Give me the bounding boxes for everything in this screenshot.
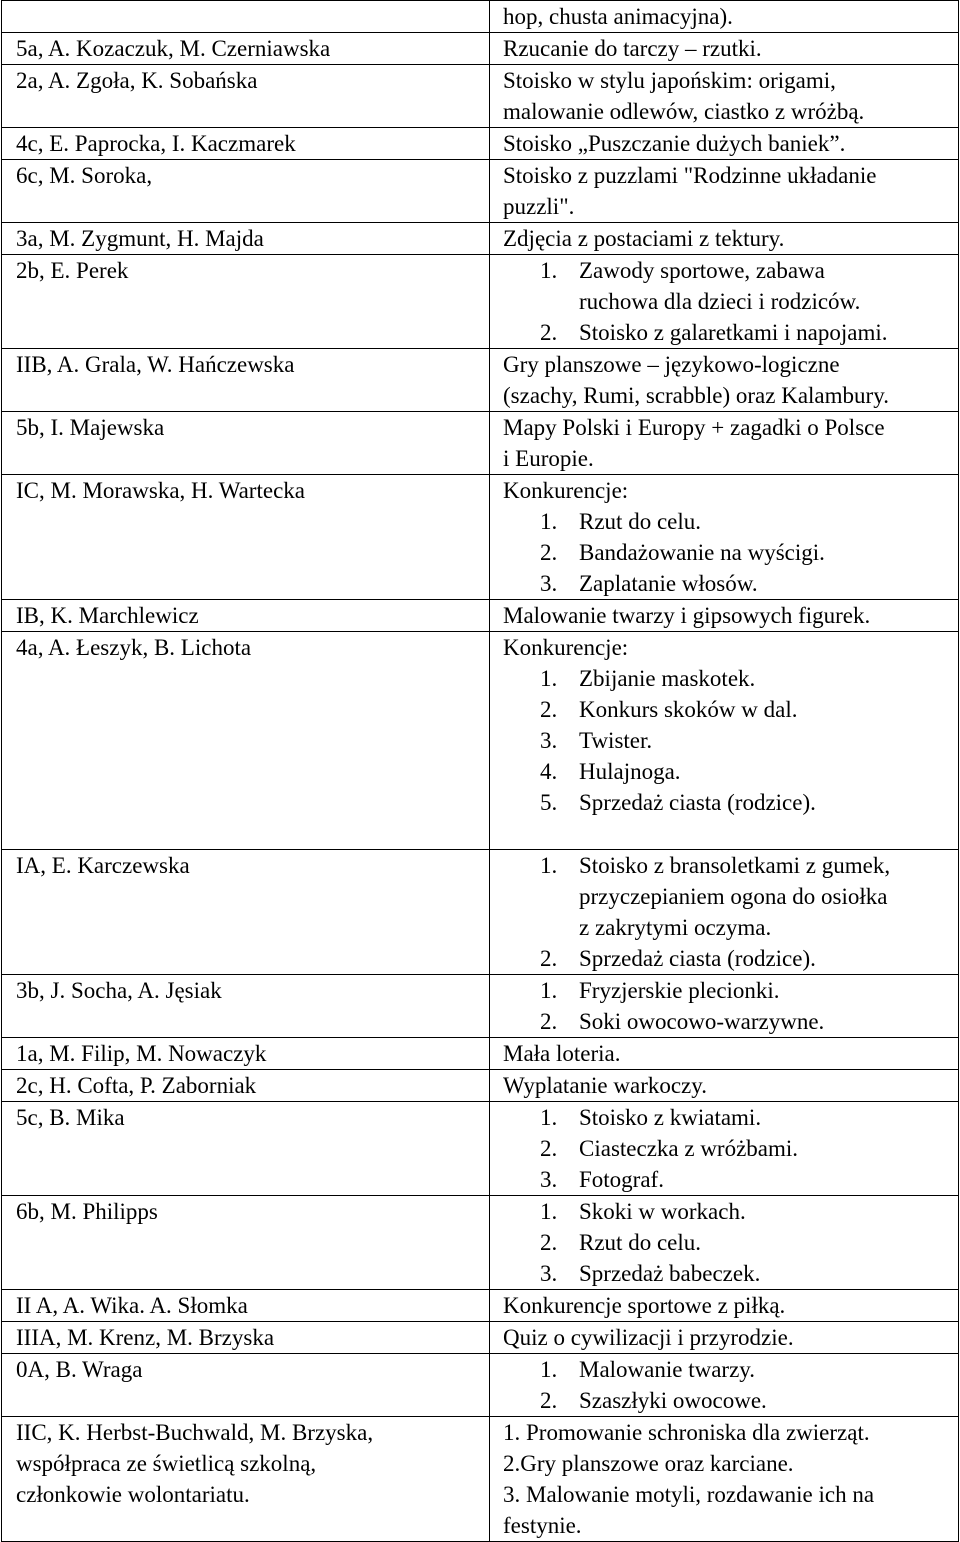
class-teachers-cell — [2, 1038, 490, 1070]
activity-text: Mała loteria. — [503, 1041, 621, 1066]
class-teachers-cell — [2, 1196, 490, 1290]
activity-cell — [490, 128, 959, 160]
table-row — [2, 1070, 959, 1102]
activity-text: Gry planszowe – językowo-logiczne — [503, 352, 840, 377]
list-item-text: Stoisko z galaretkami i napojami. — [579, 320, 888, 345]
activity-list-item — [503, 1258, 952, 1289]
list-number: 2. — [540, 1230, 558, 1255]
class-teachers-text: 1a, M. Filip, M. Nowaczyk — [16, 1041, 267, 1066]
table-row — [2, 223, 959, 255]
activity-list-item — [503, 1385, 952, 1416]
list-number: 1. — [540, 1199, 558, 1224]
activity-text: Konkurencje: — [503, 635, 629, 660]
list-item-text: Twister. — [579, 728, 653, 753]
list-item-text: Stoisko z bransoletkami z gumek, — [579, 853, 891, 878]
class-teachers-cell — [2, 1290, 490, 1322]
activity-cell — [490, 1290, 959, 1322]
activity-text: Stoisko z puzzlami "Rodzinne układanie — [503, 163, 877, 188]
list-number: 2. — [540, 540, 558, 565]
activity-cell — [490, 412, 959, 475]
activity-cell — [490, 1417, 959, 1542]
list-item-text: Stoisko z kwiatami. — [579, 1105, 762, 1130]
activity-list-item — [503, 568, 952, 599]
list-number: 1. — [540, 666, 558, 691]
activity-cell — [490, 600, 959, 632]
activity-list-item — [503, 255, 952, 286]
class-teachers-text: 5a, A. Kozaczuk, M. Czerniawska — [16, 36, 331, 61]
activity-text: hop, chusta animacyjna). — [503, 4, 733, 29]
list-item-text: Skoki w workach. — [579, 1199, 746, 1224]
list-item-text: Sprzedaż ciasta (rodzice). — [579, 790, 816, 815]
activity-cell — [490, 1196, 959, 1290]
class-teachers-cell — [2, 223, 490, 255]
schedule-table — [1, 0, 959, 1542]
class-teachers-cell — [2, 1417, 490, 1542]
activity-list-item — [503, 1354, 952, 1385]
activity-cell — [490, 160, 959, 223]
class-teachers-cell — [2, 850, 490, 975]
list-number: 3. — [540, 1167, 558, 1192]
list-number: 3. — [540, 728, 558, 753]
class-teachers-cell — [2, 632, 490, 850]
list-number: 2. — [540, 320, 558, 345]
class-teachers-text: 2c, H. Cofta, P. Zaborniak — [16, 1073, 257, 1098]
class-teachers-text: 2b, E. Perek — [16, 258, 129, 283]
activity-text: Malowanie twarzy i gipsowych figurek. — [503, 603, 871, 628]
activity-list-item — [503, 1164, 952, 1195]
list-number: 2. — [540, 1136, 558, 1161]
class-teachers-text: 0A, B. Wraga — [16, 1357, 143, 1382]
class-teachers-cell — [2, 65, 490, 128]
table-row — [2, 1102, 959, 1196]
activity-cell — [490, 475, 959, 600]
activity-text: i Europie. — [503, 446, 594, 471]
class-teachers-cell — [2, 412, 490, 475]
activity-text: 3. Malowanie motyli, rozdawanie ich na — [503, 1482, 875, 1507]
table-row — [2, 1322, 959, 1354]
activity-cell — [490, 255, 959, 349]
class-teachers-text: 3a, M. Zygmunt, H. Majda — [16, 226, 264, 251]
class-teachers-text: IIIA, M. Krenz, M. Brzyska — [16, 1325, 275, 1350]
activity-text: Rzucanie do tarczy – rzutki. — [503, 36, 762, 61]
activity-text: (szachy, Rumi, scrabble) oraz Kalambury. — [503, 383, 889, 408]
activity-text: Quiz o cywilizacji i przyrodzie. — [503, 1325, 794, 1350]
activity-text: malowanie odlewów, ciastko z wróżbą. — [503, 99, 865, 124]
class-teachers-cell — [2, 160, 490, 223]
activity-cell — [490, 349, 959, 412]
list-item-text: Bandażowanie na wyścigi. — [579, 540, 825, 565]
activity-text: Stoisko w stylu japońskim: origami, — [503, 68, 836, 93]
activity-text: Wyplatanie warkoczy. — [503, 1073, 708, 1098]
list-item-text: Sprzedaż ciasta (rodzice). — [579, 946, 816, 971]
activity-cell — [490, 975, 959, 1038]
activity-text: Konkurencje: — [503, 478, 629, 503]
class-teachers-cell — [2, 128, 490, 160]
class-teachers-text: 2a, A. Zgoła, K. Sobańska — [16, 68, 258, 93]
activity-text: Stoisko „Puszczanie dużych baniek”. — [503, 131, 846, 156]
activity-cell — [490, 1102, 959, 1196]
class-teachers-cell — [2, 600, 490, 632]
list-item-text: Rzut do celu. — [579, 1230, 701, 1255]
table-row — [2, 1417, 959, 1542]
blank-line — [503, 818, 952, 849]
activity-text: Konkurencje sportowe z piłką. — [503, 1293, 786, 1318]
activity-list-item — [503, 506, 952, 537]
activity-list-item — [503, 663, 952, 694]
list-item-text: Rzut do celu. — [579, 509, 701, 534]
list-item-text: Konkurs skoków w dal. — [579, 697, 798, 722]
class-teachers-text: IC, M. Morawska, H. Wartecka — [16, 478, 305, 503]
activity-cell — [490, 223, 959, 255]
list-item-text: Sprzedaż babeczek. — [579, 1261, 761, 1286]
activity-list-item — [503, 756, 952, 787]
class-teachers-text: 6b, M. Philipps — [16, 1199, 158, 1224]
activity-list-item — [503, 850, 952, 881]
activity-list-item — [503, 725, 952, 756]
activity-list-item — [503, 537, 952, 568]
class-teachers-cell — [2, 1102, 490, 1196]
class-teachers-cell — [2, 255, 490, 349]
table-row — [2, 1354, 959, 1417]
table-row — [2, 975, 959, 1038]
list-number: 1. — [540, 978, 558, 1003]
list-number: 2. — [540, 697, 558, 722]
table-row — [2, 128, 959, 160]
list-item-text: Szaszłyki owocowe. — [579, 1388, 767, 1413]
activity-text: puzzli". — [503, 194, 575, 219]
table-row — [2, 412, 959, 475]
class-teachers-text: 6c, M. Soroka, — [16, 163, 153, 188]
list-item-text: Malowanie twarzy. — [579, 1357, 756, 1382]
class-teachers-cell — [2, 475, 490, 600]
list-number: 4. — [540, 759, 558, 784]
class-teachers-cell — [2, 349, 490, 412]
activity-text: 2.Gry planszowe oraz karciane. — [503, 1451, 794, 1476]
activity-list-item — [503, 317, 952, 348]
table-row — [2, 475, 959, 600]
activity-cell — [490, 1038, 959, 1070]
activity-list-item — [503, 943, 952, 974]
activity-list-item — [503, 1196, 952, 1227]
class-teachers-cell — [2, 975, 490, 1038]
activity-cell — [490, 850, 959, 975]
class-teachers-cell — [2, 33, 490, 65]
class-teachers-cell — [2, 1354, 490, 1417]
list-item-text: Soki owocowo-warzywne. — [579, 1009, 825, 1034]
activity-cell — [490, 1322, 959, 1354]
table-row — [2, 33, 959, 65]
activity-list-item — [503, 694, 952, 725]
list-number: 3. — [540, 571, 558, 596]
class-teachers-text: IB, K. Marchlewicz — [16, 603, 199, 628]
list-number: 2. — [540, 1009, 558, 1034]
activity-cell — [490, 65, 959, 128]
list-number: 1. — [540, 258, 558, 283]
activity-list-item — [503, 975, 952, 1006]
activity-cell — [490, 33, 959, 65]
activity-continuation: przyczepianiem ogona do osiołka — [579, 884, 888, 909]
class-teachers-cell — [2, 1322, 490, 1354]
class-teachers-text: 5c, B. Mika — [16, 1105, 125, 1130]
class-teachers-text: 3b, J. Socha, A. Jęsiak — [16, 978, 222, 1003]
class-teachers-text: II A, A. Wika. A. Słomka — [16, 1293, 248, 1318]
list-number: 1. — [540, 509, 558, 534]
class-teachers-cell — [2, 1, 490, 33]
list-number: 5. — [540, 790, 558, 815]
list-item-text: Fotograf. — [579, 1167, 664, 1192]
class-teachers-text: IIB, A. Grala, W. Hańczewska — [16, 352, 295, 377]
activity-list-item — [503, 1227, 952, 1258]
list-item-text: Hulajnoga. — [579, 759, 681, 784]
class-teachers-text: 4c, E. Paprocka, I. Kaczmarek — [16, 131, 296, 156]
table-row — [2, 349, 959, 412]
class-teachers-text: 5b, I. Majewska — [16, 415, 165, 440]
list-item-text: Zaplatanie włosów. — [579, 571, 758, 596]
activity-list-item — [503, 1133, 952, 1164]
class-teachers-text: IIC, K. Herbst-Buchwald, M. Brzyska, — [16, 1420, 374, 1445]
activity-cell — [490, 632, 959, 850]
activity-cell — [490, 1354, 959, 1417]
activity-text: festynie. — [503, 1513, 582, 1538]
activity-list-item — [503, 1006, 952, 1037]
table-row — [2, 1290, 959, 1322]
table-row — [2, 255, 959, 349]
activity-continuation: ruchowa dla dzieci i rodziców. — [579, 289, 861, 314]
table-row — [2, 65, 959, 128]
class-teachers-cell — [2, 1070, 490, 1102]
list-number: 2. — [540, 1388, 558, 1413]
list-number: 3. — [540, 1261, 558, 1286]
activity-text: Zdjęcia z postaciami z tektury. — [503, 226, 785, 251]
table-row — [2, 632, 959, 850]
class-teachers-text: członkowie wolontariatu. — [16, 1482, 250, 1507]
list-number: 1. — [540, 1105, 558, 1130]
list-number: 2. — [540, 946, 558, 971]
list-item-text: Zbijanie maskotek. — [579, 666, 756, 691]
class-teachers-text: IA, E. Karczewska — [16, 853, 190, 878]
list-number: 1. — [540, 853, 558, 878]
list-number: 1. — [540, 1357, 558, 1382]
table-row — [2, 850, 959, 975]
list-item-text: Ciasteczka z wróżbami. — [579, 1136, 799, 1161]
table-row — [2, 600, 959, 632]
activity-text: 1. Promowanie schroniska dla zwierząt. — [503, 1420, 870, 1445]
class-teachers-text: współpraca ze świetlicą szkolną, — [16, 1451, 317, 1476]
class-teachers-text — [16, 1, 489, 32]
table-row — [2, 160, 959, 223]
activity-list-item — [503, 1102, 952, 1133]
activity-cell — [490, 1070, 959, 1102]
table-row — [2, 1038, 959, 1070]
class-teachers-text: 4a, A. Łeszyk, B. Lichota — [16, 635, 252, 660]
table-row — [2, 1, 959, 33]
list-item-text: Zawody sportowe, zabawa — [579, 258, 825, 283]
table-row — [2, 1196, 959, 1290]
activity-text: Mapy Polski i Europy + zagadki o Polsce — [503, 415, 885, 440]
activity-cell — [490, 1, 959, 33]
list-item-text: Fryzjerskie plecionki. — [579, 978, 780, 1003]
activity-continuation: z zakrytymi oczyma. — [579, 915, 772, 940]
activity-list-item — [503, 787, 952, 818]
